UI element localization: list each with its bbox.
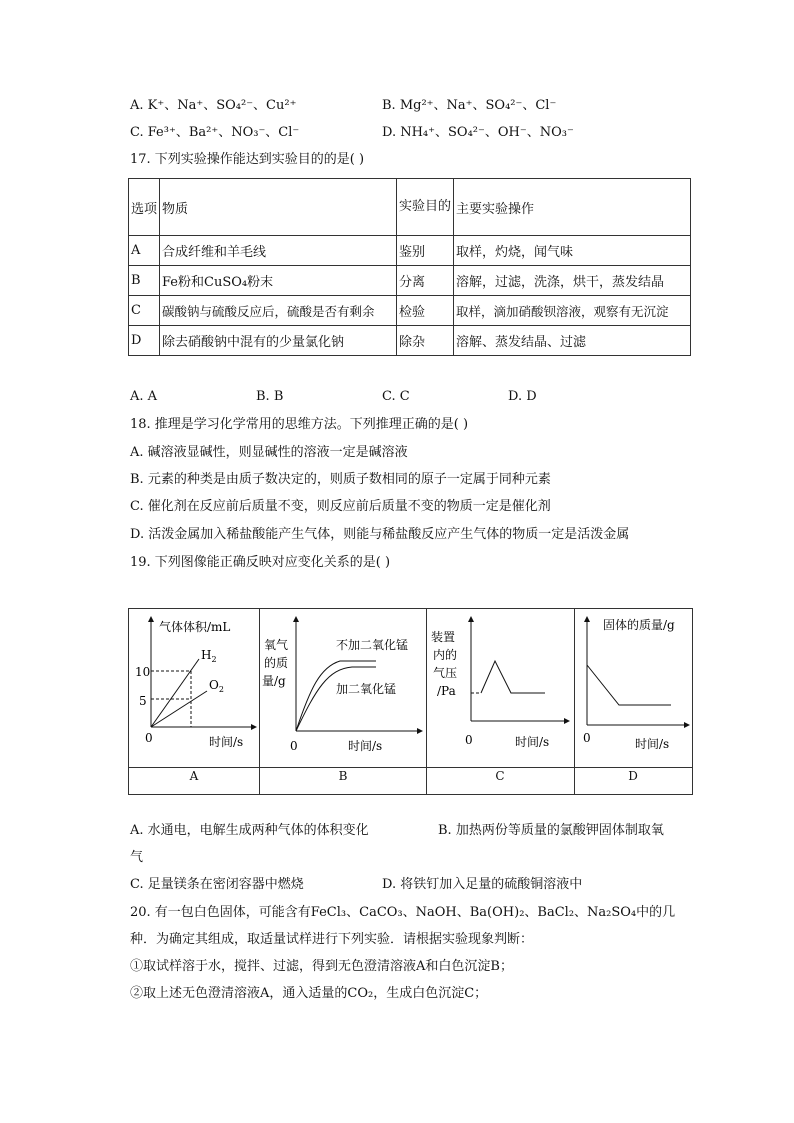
cell-operation: 溶解，过滤，洗涤，烘干，蒸发结晶 <box>454 266 691 296</box>
graph-a-h2-line <box>151 659 199 727</box>
cell-option: D <box>129 326 160 356</box>
table-row <box>129 236 691 266</box>
table-row <box>129 266 691 296</box>
graph-c <box>427 609 574 767</box>
graph-d-curve <box>587 665 671 705</box>
q16-option-a: A. K⁺、Na⁺、SO₄²⁻、Cu²⁺ <box>130 98 297 113</box>
graph-b-ylabel-2: 的质 <box>264 656 289 670</box>
q19-stem: 19. 下列图像能正确反映对应变化关系的是( ) <box>130 555 391 570</box>
graph-c-ylabel-1: 装置 <box>431 630 456 644</box>
cell-substance: Fe粉和CuSO₄粉末 <box>160 266 397 296</box>
q19-option-d: D. 将铁钉加入足量的硫酸铜溶液中 <box>382 877 583 892</box>
graph-d <box>575 609 692 767</box>
header-substance: 物质 <box>160 179 397 236</box>
q16-option-d: D. NH₄⁺、SO₄²⁻、OH⁻、NO₃⁻ <box>382 125 574 140</box>
graph-c-curve <box>481 661 545 693</box>
graph-c-origin: 0 <box>465 733 473 747</box>
graph-b-curve2-label: 加二氧化锰 <box>336 682 397 696</box>
cell-substance: 碳酸钠与硫酸反应后，硫酸是否有剩余 <box>160 296 397 326</box>
cell-operation: 取样，滴加硝酸钡溶液，观察有无沉淀 <box>454 296 691 326</box>
q17-table <box>128 178 691 356</box>
cell-substance: 合成纤维和羊毛线 <box>160 236 397 266</box>
graph-b-ylabel-1: 氧气 <box>264 638 289 652</box>
q17-option-c: C. C <box>382 389 410 404</box>
cell-purpose: 检验 <box>397 296 454 326</box>
q20-stem: 20. 有一包白色固体，可能含有FeCl₃、CaCO₃、NaOH、Ba(OH)₂、BaCl₂、Na₂SO₄中的几 <box>130 905 676 920</box>
q18-option-b: B. 元素的种类是由质子数决定的，则质子数相同的原子一定属于同种元素 <box>130 472 551 487</box>
cell-substance: 除去硝酸钠中混有的少量氯化钠 <box>160 326 397 356</box>
q18-option-d: D. 活泼金属加入稀盐酸能产生气体，则能与稀盐酸反应产生气体的物质一定是活泼金属 <box>130 527 630 542</box>
graph-b-ylabel-3: 量/g <box>262 674 286 688</box>
cell-option: C <box>129 296 160 326</box>
graph-a-o2-line <box>151 691 207 727</box>
graph-a-h2-label: $H_2$ <box>201 648 217 664</box>
q20-step-1: ①取试样溶于水，搅拌、过滤，得到无色澄清溶液A和白色沉淀B； <box>130 959 513 974</box>
graph-b-curve1-label: 不加二氧化锰 <box>336 638 409 652</box>
graph-b <box>260 609 426 767</box>
graph-a-xlabel: 时间/s <box>209 735 244 749</box>
graph-b-origin: 0 <box>290 739 298 753</box>
cell-option: A <box>129 236 160 266</box>
cell-purpose: 除杂 <box>397 326 454 356</box>
q18-stem: 18. 推理是学习化学常用的思维方法。下列推理正确的是( ) <box>130 417 469 432</box>
graph-a-origin: 0 <box>145 731 153 745</box>
q19-option-b-cont: 气 <box>130 850 144 865</box>
table-row <box>129 296 691 326</box>
q19-figure-panel <box>128 608 693 795</box>
graph-c-caption: C <box>495 769 505 783</box>
q17-option-a: A. A <box>130 389 158 404</box>
graph-a-caption: A <box>189 769 199 783</box>
table-header-row <box>129 179 691 236</box>
cell-option: B <box>129 266 160 296</box>
graph-c-ylabel-4: /Pa <box>437 684 456 698</box>
q16-option-b: B. Mg²⁺、Na⁺、SO₄²⁻、Cl⁻ <box>382 98 557 113</box>
q19-option-b: B. 加热两份等质量的氯酸钾固体制取氧 <box>438 823 664 838</box>
graph-b-caption: B <box>338 769 348 783</box>
graph-d-origin: 0 <box>583 731 591 745</box>
graph-c-xlabel: 时间/s <box>515 735 550 749</box>
cell-purpose: 鉴别 <box>397 236 454 266</box>
graph-d-ylabel: 固体的质量/g <box>603 618 675 632</box>
cell-operation: 取样，灼烧，闻气味 <box>454 236 691 266</box>
graph-a-tick-5: 5 <box>139 694 147 708</box>
q20-stem-cont: 种．为确定其组成，取适量试样进行下列实验．请根据实验现象判断： <box>130 932 534 947</box>
graph-a <box>129 609 259 767</box>
q18-option-a: A. 碱溶液显碱性，则显碱性的溶液一定是碱溶液 <box>130 445 408 460</box>
cell-purpose: 分离 <box>397 266 454 296</box>
q16-option-c: C. Fe³⁺、Ba²⁺、NO₃⁻、Cl⁻ <box>130 125 300 140</box>
q17-option-d: D. D <box>508 389 537 404</box>
q17-stem: 17. 下列实验操作能达到实验目的的是( ) <box>130 152 365 167</box>
q19-option-a: A. 水通电，电解生成两种气体的体积变化 <box>130 823 369 838</box>
q19-option-c: C. 足量镁条在密闭容器中燃烧 <box>130 877 304 892</box>
q20-step-2: ②取上述无色澄清溶液A，通入适量的CO₂，生成白色沉淀C； <box>130 986 488 1001</box>
table-row <box>129 326 691 356</box>
graph-c-ylabel-3: 气压 <box>433 666 458 680</box>
cell-operation: 溶解、蒸发结晶、过滤 <box>454 326 691 356</box>
header-purpose: 实验目的 <box>397 179 454 236</box>
graph-a-ylabel: 气体体积/mL <box>159 620 231 634</box>
graph-a-tick-10: 10 <box>135 665 151 679</box>
q17-option-b: B. B <box>256 389 284 404</box>
header-option: 选项 <box>129 179 160 236</box>
q18-option-c: C. 催化剂在反应前后质量不变，则反应前后质量不变的物质一定是催化剂 <box>130 499 551 514</box>
graph-d-xlabel: 时间/s <box>635 737 670 751</box>
graph-a-o2-label: $O_2$ <box>209 678 224 694</box>
header-operation: 主要实验操作 <box>454 179 691 236</box>
graph-b-xlabel: 时间/s <box>348 739 383 753</box>
graph-c-ylabel-2: 内的 <box>433 648 458 662</box>
graph-d-caption: D <box>628 769 638 783</box>
